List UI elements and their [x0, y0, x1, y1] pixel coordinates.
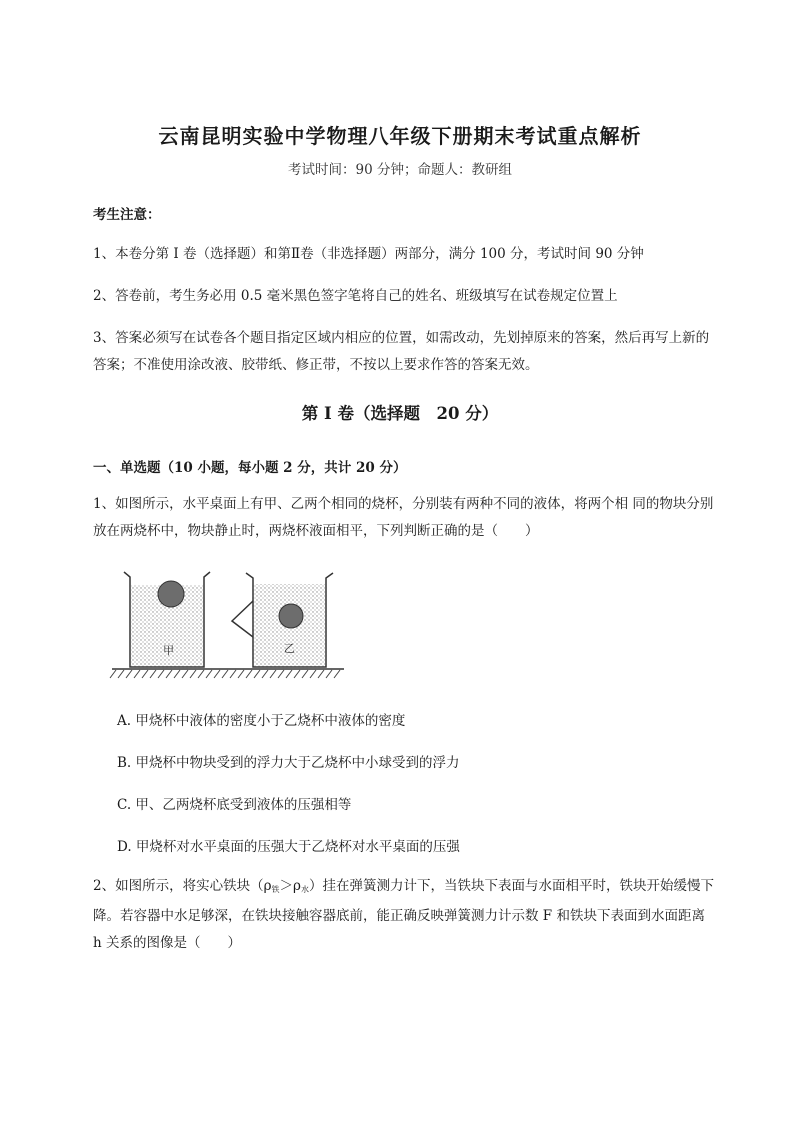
notice-item-1: 1、本卷分第 I 卷（选择题）和第Ⅱ卷（非选择题）两部分，满分 100 分，考试时间 90 分钟	[93, 246, 644, 262]
section-title: 第 I 卷（选择题 20 分）	[301, 404, 499, 423]
option-c: C. 甲、乙两烧杯底受到液体的压强相等	[117, 797, 352, 813]
option-a: A. 甲烧杯中液体的密度小于乙烧杯中液体的密度	[117, 713, 406, 729]
beakers-figure	[108, 563, 348, 688]
q2-sub-iron: 铁	[271, 885, 280, 894]
beaker-yi	[232, 573, 333, 667]
part-heading: 一、单选题（10 小题，每小题 2 分，共计 20 分）	[93, 460, 407, 476]
exam-info: 考试时间：90 分钟；命题人：教研组	[288, 162, 512, 178]
option-b: B. 甲烧杯中物块受到的浮力大于乙烧杯中小球受到的浮力	[117, 755, 460, 771]
label-jia: 甲	[163, 644, 174, 657]
notice-heading: 考生注意：	[93, 207, 161, 223]
notice-item-3: 3、答案必须写在试卷各个题目指定区域内相应的位置，如需改动，先划掉原来的答案，然后再写上新的答案；不准使用涂改液、胶带纸、修正带，不按以上要求作答的答案无效。	[93, 330, 710, 373]
notice-item-2: 2、答卷前，考生务必用 0.5 毫米黑色签字笔将自己的姓名、班级填写在试卷规定位置上	[93, 288, 618, 304]
q2-gt: ＞ρ	[279, 878, 301, 894]
q2-stem-part2: ）挂在弹簧测力计下，当铁块下表面与水面相平时，铁块开始缓慢下降。若容器中水足够深，在铁块接触容器底前，能正确反映弹簧测力计示数 F 和铁块下表面到水面距离 h 关系的图像是（ ）	[93, 878, 714, 951]
block-ball-yi	[279, 604, 303, 628]
q2-sub-water: 水	[300, 885, 309, 894]
label-yi: 乙	[284, 642, 295, 655]
option-d: D. 甲烧杯对水平桌面的压强大于乙烧杯对水平桌面的压强	[117, 839, 460, 855]
question-2-stem	[93, 873, 715, 957]
block-ball-jia	[158, 581, 184, 607]
beaker-jia	[124, 572, 210, 667]
page-title: 云南昆明实验中学物理八年级下册期末考试重点解析	[158, 124, 642, 148]
question-1-stem: 1、如图所示，水平桌面上有甲、乙两个相同的烧杯，分别装有两种不同的液体，将两个相 同的物块分别放在两烧杯中，物块静止时，两烧杯液面相平，下列判断正确的是（ ）	[93, 496, 714, 539]
q2-stem-part1: 2、如图所示，将实心铁块（ρ	[93, 878, 272, 894]
